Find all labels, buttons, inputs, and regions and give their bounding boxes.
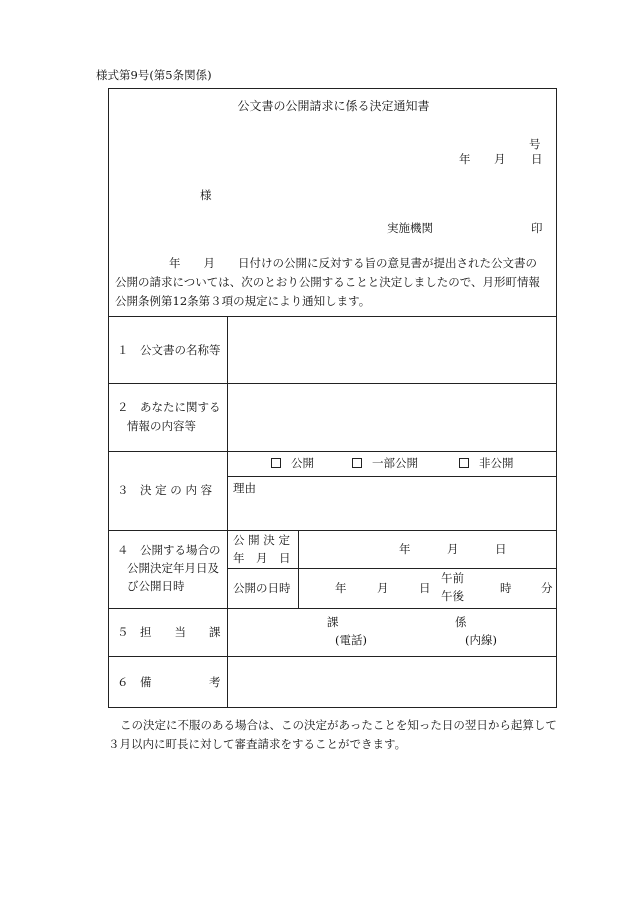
option-disclose[interactable]	[271, 458, 314, 470]
phone-label: (電話)	[335, 633, 367, 647]
header-month: 月	[494, 152, 506, 166]
decision-day: 日	[495, 542, 507, 556]
agency-label: 実施機関	[387, 221, 433, 235]
minute-label: 分	[541, 581, 553, 595]
column-divider	[298, 530, 299, 608]
decision-date-label: 公 開 決 定	[233, 533, 290, 547]
header-year: 年	[459, 152, 471, 166]
pm-label: 午後	[441, 589, 464, 603]
row-label-department: ５ 担 当 課	[117, 625, 221, 639]
row-divider	[109, 608, 556, 609]
option-disclose-label: 公開	[291, 456, 314, 470]
row-divider	[227, 568, 556, 569]
addressee-suffix: 様	[200, 188, 212, 202]
hour-label: 時	[500, 581, 512, 595]
decision-date-label-2: 年 月 日	[233, 551, 291, 565]
row-label-disclosure-date: ４ 公開する場合の	[117, 543, 221, 557]
checkbox-icon[interactable]	[352, 458, 362, 468]
intro-line-2: 公開の請求については、次のとおり公開することと決定しましたので、月形町情報	[115, 275, 541, 289]
intro-line-1: 年 月 日付けの公開に反対する旨の意見書が提出された公文書の	[169, 256, 537, 270]
appeal-notice	[108, 716, 578, 754]
checkbox-icon[interactable]	[271, 458, 281, 468]
disclosure-datetime-label: 公開の日時	[233, 581, 291, 595]
disclosure-month: 月	[377, 581, 389, 595]
row-divider	[109, 656, 556, 657]
row-label-remarks: ６ 備 考	[117, 675, 221, 689]
row-label-document-name: １ 公文書の名称等	[117, 343, 221, 357]
document-title: 公文書の公開請求に係る決定通知書	[237, 99, 430, 113]
option-non-disclose[interactable]	[459, 458, 514, 470]
seal-mark: 印	[531, 221, 543, 235]
row-divider	[109, 316, 556, 317]
checkbox-icon[interactable]	[459, 458, 469, 468]
appeal-notice-line-2: ３月以内に町長に対して審査請求をすることができます。	[108, 737, 407, 751]
row-divider	[109, 383, 556, 384]
option-partial-disclose[interactable]	[352, 458, 418, 470]
row-label-personal-info-2: 情報の内容等	[127, 419, 196, 433]
notice-form	[108, 88, 557, 708]
row-divider	[109, 451, 556, 452]
form-number: 様式第9号(第5条関係)	[96, 68, 212, 82]
option-partial-label: 一部公開	[372, 456, 418, 470]
intro-paragraph	[115, 254, 553, 311]
intro-line-3: 公開条例第12条第３項の規定により通知します。	[115, 294, 371, 308]
option-non-disclose-label: 非公開	[479, 456, 514, 470]
row-label-disclosure-date-2: 公開決定年月日及	[127, 561, 219, 575]
am-label: 午前	[441, 571, 464, 585]
row-divider	[109, 530, 556, 531]
disclosure-year: 年	[335, 581, 347, 595]
disclosure-day: 日	[419, 581, 431, 595]
row-label-disclosure-date-3: び公開日時	[127, 579, 185, 593]
appeal-notice-line-1: この決定に不服のある場合は、この決定があったことを知った日の翌日から起算して	[120, 718, 557, 732]
extension-label: (内線)	[465, 633, 497, 647]
department-kakari: 係	[455, 615, 467, 629]
row-label-personal-info: ２ あなたに関する	[117, 400, 221, 414]
reason-label: 理由	[233, 481, 256, 495]
number-suffix: 号	[529, 137, 541, 151]
row-label-decision: ３ 決 定 の 内 容	[117, 483, 213, 497]
decision-month: 月	[447, 542, 459, 556]
row-divider	[227, 476, 556, 477]
header-day: 日	[531, 152, 543, 166]
column-divider	[227, 316, 228, 707]
decision-year: 年	[399, 542, 411, 556]
department-ka: 課	[327, 615, 339, 629]
